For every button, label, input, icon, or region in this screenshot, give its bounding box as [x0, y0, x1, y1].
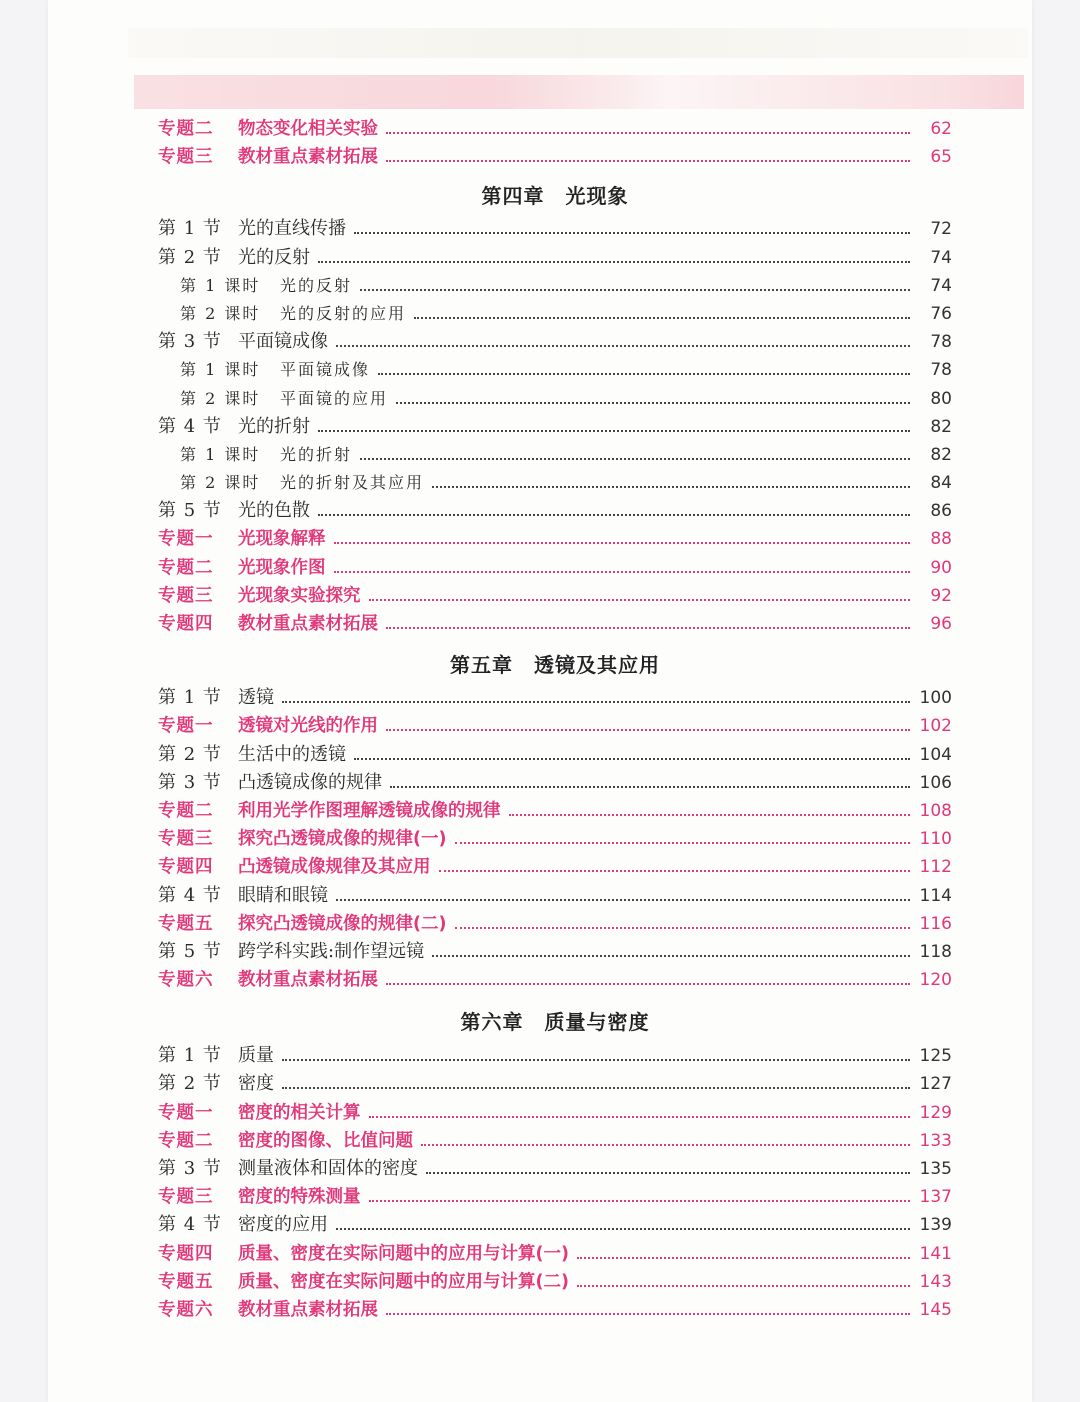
entry-page-number: 133 — [919, 1130, 952, 1151]
toc-section-entry[interactable] — [158, 215, 952, 243]
entry-label: 专题四 — [158, 1243, 214, 1264]
entry-label: 专题四 — [158, 614, 214, 634]
entry-title: 平面镜成像 — [238, 331, 328, 353]
entry-label: 专题三 — [158, 829, 214, 850]
entry-label: 专题二 — [158, 557, 214, 578]
chapter-heading: 第六章 质量与密度 — [460, 1010, 650, 1035]
entry-label: 专题四 — [158, 857, 214, 878]
entry-page-number: 100 — [919, 688, 952, 709]
toc-topic-entry[interactable] — [158, 1296, 952, 1324]
entry-label: 专题二 — [158, 800, 214, 821]
dot-leader — [439, 869, 911, 872]
entry-page-number: 78 — [930, 360, 952, 381]
dot-leader — [369, 1199, 911, 1202]
dot-leader — [455, 841, 911, 844]
entry-page-number: 118 — [919, 941, 952, 962]
entry-title: 光现象解释 — [238, 529, 326, 550]
entry-page-number: 141 — [919, 1243, 952, 1264]
entry-page-number: 143 — [919, 1271, 952, 1292]
toc-section-entry[interactable] — [158, 1070, 952, 1098]
document-page — [48, 0, 1032, 1402]
dot-leader — [282, 1058, 910, 1061]
entry-title: 测量液体和固体的密度 — [238, 1158, 418, 1179]
entry-title: 光的反射 — [238, 246, 310, 268]
toc-section-entry[interactable] — [158, 1155, 952, 1183]
dot-leader — [577, 1256, 910, 1259]
entry-label: 第 2 课时 — [180, 303, 261, 323]
entry-label: 专题六 — [158, 1299, 214, 1320]
entry-label: 第 4 节 — [158, 1214, 222, 1236]
entry-label: 第 3 节 — [158, 771, 222, 793]
dot-leader — [386, 1312, 910, 1315]
entry-label: 第 1 节 — [158, 687, 222, 709]
entry-page-number: 62 — [930, 119, 952, 139]
entry-title: 教材重点素材拓展 — [238, 614, 378, 634]
entry-label: 第 2 节 — [158, 743, 222, 765]
dot-leader — [455, 926, 911, 929]
dot-leader — [369, 1115, 911, 1118]
dot-leader — [386, 626, 910, 629]
toc-section-entry[interactable] — [158, 328, 952, 356]
entry-label: 第 2 节 — [158, 246, 222, 268]
entry-label: 专题一 — [158, 1102, 214, 1123]
entry-page-number: 139 — [919, 1215, 952, 1236]
entry-page-number: 137 — [919, 1187, 952, 1208]
entry-title: 密度的图像、比值问题 — [238, 1130, 413, 1151]
toc-section-entry[interactable] — [158, 1211, 952, 1239]
entry-title: 光的折射及其应用 — [280, 473, 425, 493]
entry-page-number: 106 — [919, 772, 952, 793]
entry-page-number: 65 — [930, 147, 952, 168]
entry-page-number: 80 — [930, 388, 952, 409]
entry-title: 光的折射 — [238, 415, 310, 437]
entry-label: 第 2 节 — [158, 1073, 222, 1095]
entry-page-number: 102 — [919, 716, 952, 737]
toc-topic-entry[interactable] — [158, 1127, 952, 1155]
entry-label: 专题三 — [158, 1187, 214, 1208]
dot-leader — [509, 813, 911, 816]
chapter-heading: 第四章 光现象 — [481, 184, 629, 209]
entry-label: 第 2 课时 — [180, 473, 261, 493]
entry-label: 第 1 课时 — [180, 360, 261, 380]
entry-page-number: 125 — [919, 1046, 952, 1067]
entry-title: 教材重点素材拓展 — [238, 147, 378, 168]
entry-title: 光的反射的应用 — [280, 303, 407, 323]
entry-title: 密度的相关计算 — [238, 1102, 361, 1123]
entry-label: 第 5 节 — [158, 940, 222, 962]
toc-topic-entry[interactable] — [158, 582, 952, 610]
entry-page-number: 127 — [919, 1074, 952, 1095]
entry-title: 光现象作图 — [238, 557, 326, 578]
entry-label: 第 1 节 — [158, 1045, 222, 1067]
toc-section-entry[interactable] — [158, 741, 952, 769]
entry-title: 质量、密度在实际问题中的应用与计算(二) — [238, 1271, 569, 1292]
entry-label: 第 3 节 — [158, 1158, 222, 1179]
toc-topic-entry[interactable] — [158, 554, 952, 582]
entry-page-number: 86 — [930, 501, 952, 522]
dot-leader — [282, 700, 910, 703]
dot-leader — [354, 231, 910, 234]
entry-title: 光现象实验探究 — [238, 585, 361, 606]
entry-title: 探究凸透镜成像的规律(二) — [238, 913, 447, 934]
entry-title: 密度的应用 — [238, 1214, 328, 1236]
toc-section-entry[interactable] — [158, 882, 952, 910]
dot-leader — [336, 344, 910, 347]
entry-title: 探究凸透镜成像的规律(一) — [238, 829, 447, 850]
entry-title: 光的直线传播 — [238, 218, 346, 240]
entry-page-number: 114 — [919, 885, 952, 906]
toc-lesson-entry[interactable] — [158, 385, 952, 413]
entry-page-number: 92 — [930, 585, 952, 606]
entry-page-number: 96 — [930, 614, 952, 634]
entry-title: 物态变化相关实验 — [238, 119, 378, 139]
entry-label: 专题二 — [158, 119, 214, 139]
entry-title: 透镜对光线的作用 — [238, 716, 378, 737]
dot-leader — [354, 757, 910, 760]
dot-leader — [386, 982, 910, 985]
entry-page-number: 120 — [919, 970, 952, 991]
dot-leader — [378, 372, 910, 375]
entry-page-number: 90 — [930, 557, 952, 578]
entry-label: 专题五 — [158, 1271, 214, 1292]
dot-leader — [386, 728, 910, 731]
entry-title: 质量、密度在实际问题中的应用与计算(一) — [238, 1243, 569, 1264]
entry-page-number: 88 — [930, 529, 952, 550]
entry-page-number: 112 — [919, 857, 952, 878]
entry-page-number: 74 — [930, 275, 952, 296]
entry-page-number: 84 — [930, 473, 952, 494]
entry-title: 凸透镜成像规律及其应用 — [238, 857, 431, 878]
dot-leader — [421, 1143, 910, 1146]
entry-label: 第 1 节 — [158, 218, 222, 240]
entry-label: 专题五 — [158, 913, 214, 934]
toc-topic-entry[interactable] — [158, 1183, 952, 1211]
entry-page-number: 82 — [930, 444, 952, 465]
dot-leader — [360, 288, 910, 291]
toc-lesson-entry[interactable] — [158, 356, 952, 384]
dot-leader — [390, 785, 910, 788]
dot-leader — [369, 598, 911, 601]
entry-title: 光的色散 — [238, 500, 310, 522]
toc-topic-entry[interactable] — [158, 712, 952, 740]
entry-label: 第 1 课时 — [180, 275, 261, 295]
dot-leader — [336, 898, 910, 901]
dot-leader — [396, 401, 910, 404]
toc-topic-entry[interactable] — [158, 1099, 952, 1127]
pink-header-band — [134, 75, 1024, 109]
entry-page-number: 72 — [930, 219, 952, 240]
entry-page-number: 108 — [919, 800, 952, 821]
entry-page-number: 74 — [930, 247, 952, 268]
toc-topic-entry[interactable] — [158, 797, 952, 825]
entry-label: 第 2 课时 — [180, 388, 261, 408]
toc-lesson-entry[interactable] — [158, 272, 952, 300]
toc-topic-entry[interactable] — [158, 610, 952, 638]
dot-leader — [334, 541, 911, 544]
entry-title: 生活中的透镜 — [238, 743, 346, 765]
toc-section-entry[interactable] — [158, 244, 952, 272]
dot-leader — [318, 260, 910, 263]
toc-section-entry[interactable] — [158, 1042, 952, 1070]
entry-title: 密度的特殊测量 — [238, 1187, 361, 1208]
dot-leader — [386, 131, 910, 134]
toc-topic-entry[interactable] — [158, 1240, 952, 1268]
entry-title: 凸透镜成像的规律 — [238, 771, 382, 793]
entry-page-number: 104 — [919, 744, 952, 765]
entry-title: 教材重点素材拓展 — [238, 1299, 378, 1320]
entry-title: 跨学科实践:制作望远镜 — [238, 940, 425, 962]
entry-title: 光的折射 — [280, 444, 353, 464]
dot-leader — [426, 1171, 910, 1174]
entry-title: 平面镜成像 — [280, 360, 371, 380]
entry-label: 专题一 — [158, 529, 214, 550]
toc-section-entry[interactable] — [158, 769, 952, 797]
entry-page-number: 145 — [919, 1299, 952, 1320]
toc-topic-entry[interactable] — [158, 1268, 952, 1296]
dot-leader — [282, 1086, 910, 1089]
toc-topic-entry[interactable] — [158, 853, 952, 881]
dot-leader — [336, 1227, 910, 1230]
bleed-through-band — [128, 28, 1028, 58]
entry-title: 眼睛和眼镜 — [238, 884, 328, 906]
entry-page-number: 135 — [919, 1159, 952, 1179]
dot-leader — [432, 485, 910, 488]
table-of-contents — [158, 115, 952, 1324]
entry-page-number: 78 — [930, 332, 952, 353]
toc-topic-entry[interactable] — [158, 143, 952, 171]
toc-topic-entry[interactable] — [158, 910, 952, 938]
toc-section-entry[interactable] — [158, 938, 952, 966]
toc-lesson-entry[interactable] — [158, 441, 952, 469]
entry-label: 第 1 课时 — [180, 444, 261, 464]
dot-leader — [318, 513, 910, 516]
toc-section-entry[interactable] — [158, 684, 952, 712]
entry-label: 专题六 — [158, 970, 214, 991]
entry-label: 第 5 节 — [158, 500, 222, 522]
entry-label: 第 4 节 — [158, 884, 222, 906]
toc-lesson-entry[interactable] — [158, 300, 952, 328]
dot-leader — [334, 570, 911, 573]
toc-lesson-entry[interactable] — [158, 469, 952, 497]
entry-label: 专题三 — [158, 585, 214, 606]
toc-section-entry[interactable] — [158, 413, 952, 441]
dot-leader — [432, 954, 910, 957]
entry-label: 专题二 — [158, 1130, 214, 1151]
dot-leader — [414, 316, 910, 319]
entry-label: 专题一 — [158, 716, 214, 737]
toc-topic-entry[interactable] — [158, 966, 952, 994]
toc-section-entry[interactable] — [158, 497, 952, 525]
entry-label: 专题三 — [158, 147, 214, 168]
entry-title: 光的反射 — [280, 275, 353, 295]
entry-page-number: 116 — [919, 913, 952, 934]
entry-page-number: 76 — [930, 303, 952, 324]
entry-title: 平面镜的应用 — [280, 388, 389, 408]
entry-label: 第 3 节 — [158, 331, 222, 353]
dot-leader — [386, 159, 910, 162]
entry-page-number: 129 — [919, 1102, 952, 1123]
entry-title: 透镜 — [238, 687, 274, 709]
dot-leader — [318, 429, 910, 432]
toc-topic-entry[interactable] — [158, 115, 952, 143]
entry-label: 第 4 节 — [158, 415, 222, 437]
chapter-heading: 第五章 透镜及其应用 — [450, 653, 660, 678]
entry-title: 密度 — [238, 1073, 274, 1095]
toc-topic-entry[interactable] — [158, 825, 952, 853]
entry-title: 教材重点素材拓展 — [238, 970, 378, 991]
toc-topic-entry[interactable] — [158, 525, 952, 553]
entry-title: 利用光学作图理解透镜成像的规律 — [238, 800, 501, 821]
entry-page-number: 110 — [919, 829, 952, 850]
entry-title: 质量 — [238, 1045, 274, 1067]
entry-page-number: 82 — [930, 416, 952, 437]
dot-leader — [360, 457, 910, 460]
dot-leader — [577, 1284, 910, 1287]
